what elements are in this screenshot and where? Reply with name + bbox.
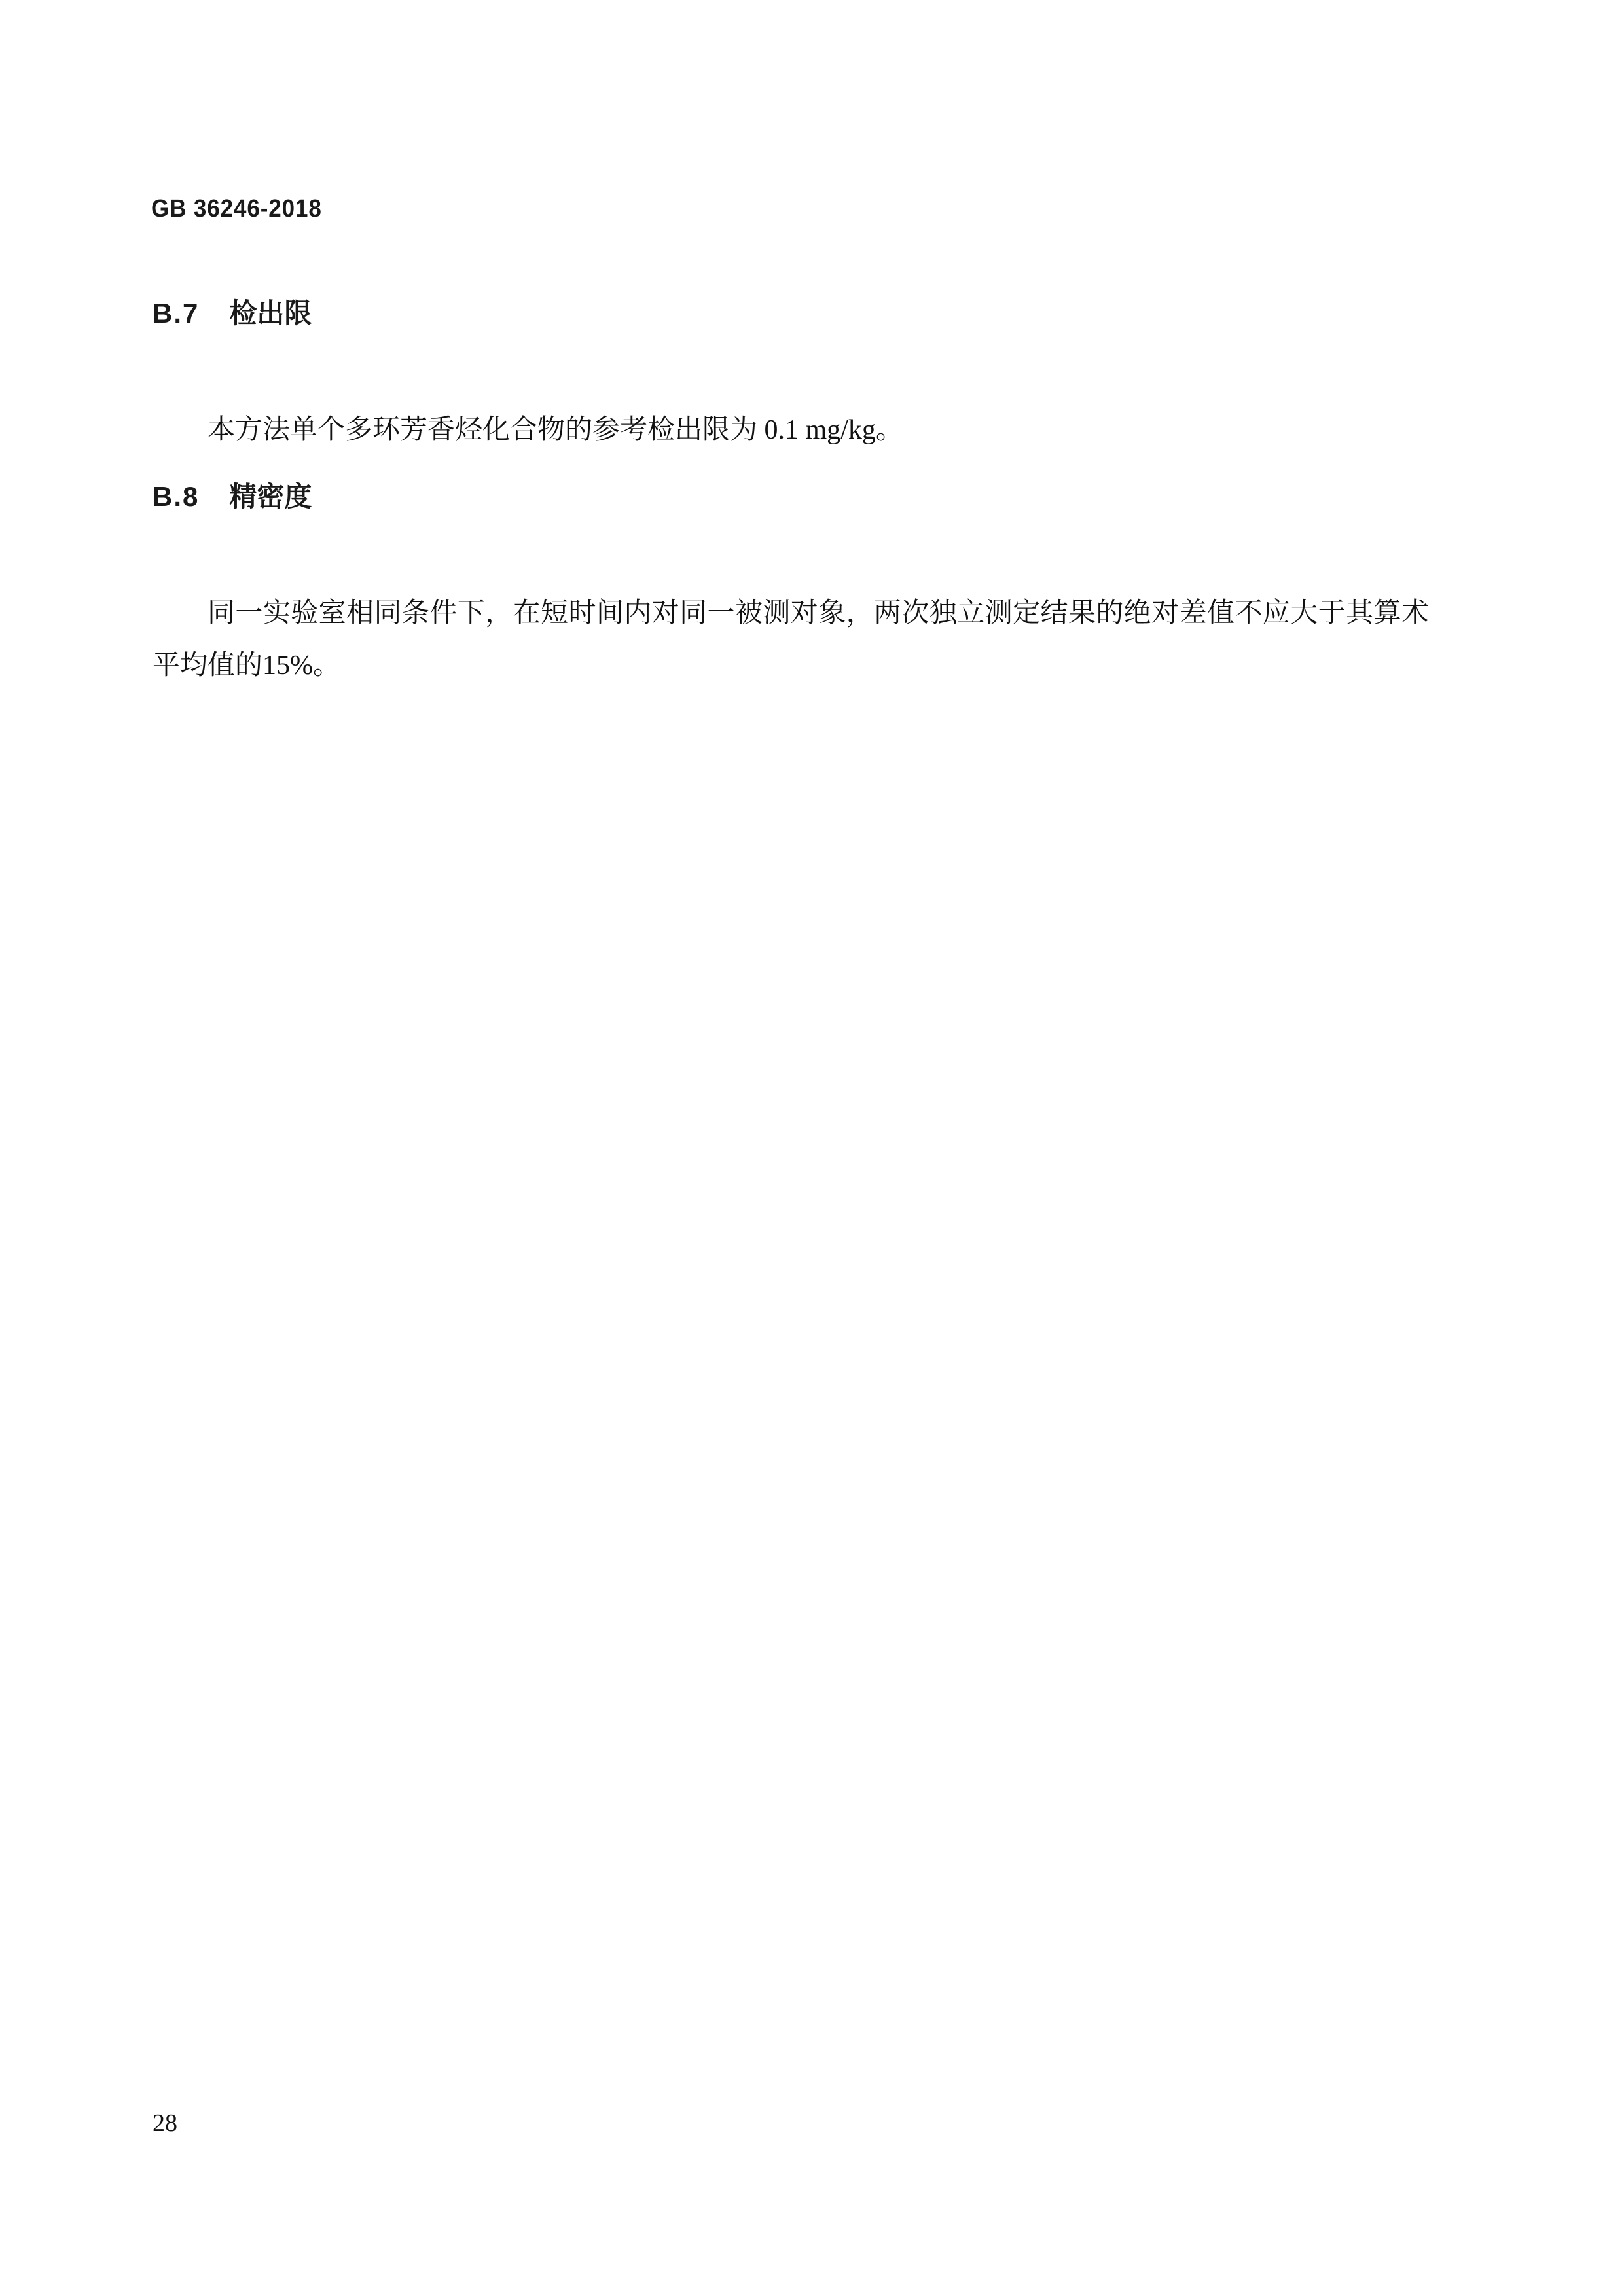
section-heading-b8 bbox=[153, 475, 312, 514]
section-heading-b7 bbox=[153, 292, 312, 331]
section-title: 精密度 bbox=[229, 481, 312, 512]
section-body-b7: 本方法单个多环芳香烃化合物的参考检出限为 0.1 mg/kg。 bbox=[208, 415, 903, 445]
section-number: B.7 bbox=[153, 298, 200, 329]
standard-number-header: GB 36246-2018 bbox=[151, 195, 322, 223]
section-number: B.8 bbox=[153, 481, 200, 512]
section-title: 检出限 bbox=[229, 298, 312, 329]
page-number: 28 bbox=[153, 2109, 177, 2137]
section-body-b8: 同一实验室相同条件下，在短时间内对同一被测对象，两次独立测定结果的绝对差值不应大于其算术平均值的15%。 bbox=[153, 598, 1429, 681]
